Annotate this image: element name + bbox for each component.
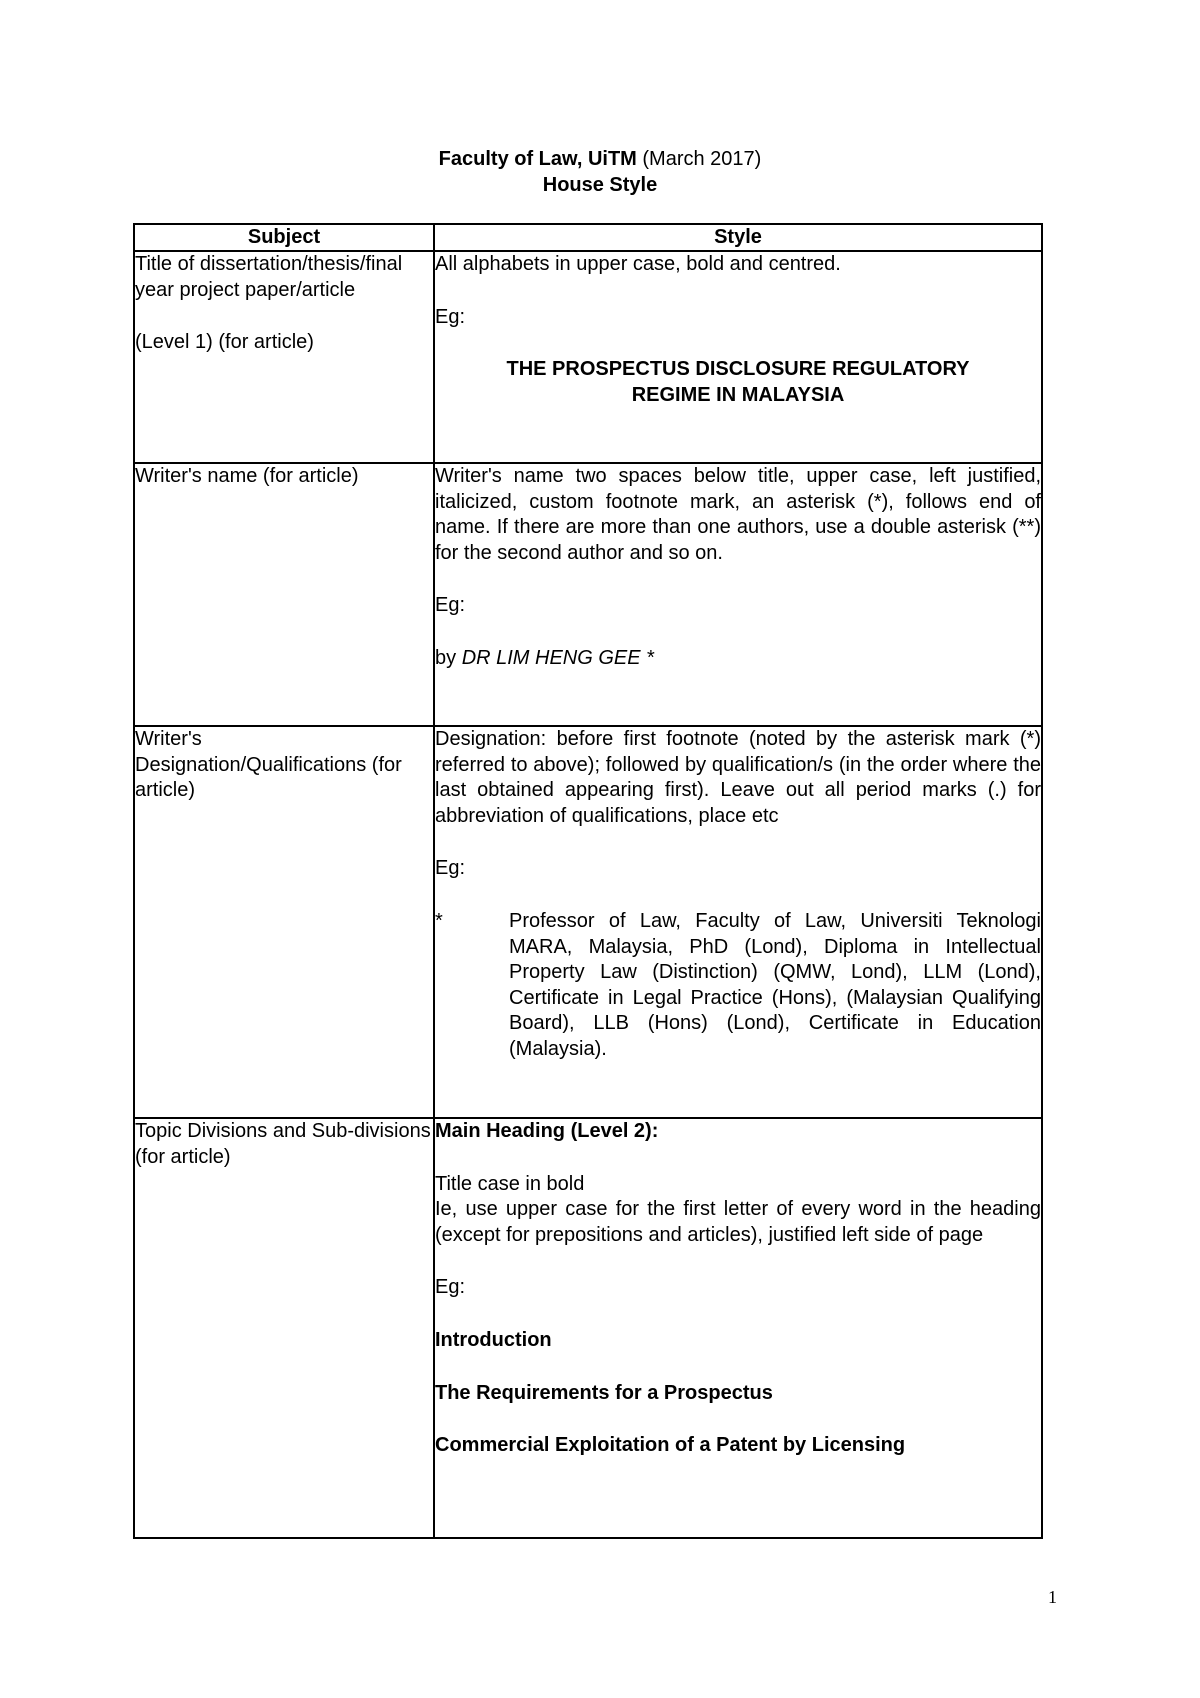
subject-text: Topic Divisions and Sub-divisions (for article) [135,1120,431,1168]
example-title-line: REGIME IN MALAYSIA [631,383,845,406]
footnote-mark: * [435,909,443,932]
style-column-header: Style [434,224,1042,251]
style-cell [434,1118,1042,1538]
example-heading: The Requirements for a Prospectus [435,1381,773,1404]
subject-cell [134,726,434,1118]
eg-label: Eg: [435,594,466,617]
style-cell [434,463,1042,726]
style-cell [434,726,1042,1118]
faculty-title: Faculty of Law, UiTM [438,148,637,170]
table-row [134,463,1042,726]
footnote-text: Professor of Law, Faculty of Law, Universiti Teknologi MARA, Malaysia, PhD (Lond), Diploma in Intellectual Property Law (Distinction) (QMW, Lond), LLM (Lond), Certificate in Legal Practice (Hons), (Malaysian Qualifying Board), LLB (Hons) (Lond), Certificate in Education (Malaysia). [509,909,1041,1060]
table-row [134,251,1042,463]
house-style-table [133,223,1043,1539]
example-byline [435,646,1041,672]
style-line: Title case in bold [435,1172,585,1195]
eg-label: Eg: [435,857,466,880]
example-footnote [435,909,1041,1063]
subject-note: (Level 1) (for article) [135,331,314,354]
example-prefix: by [435,646,462,669]
example-heading: Commercial Exploitation of a Patent by Licensing [435,1434,906,1457]
subject-cell [134,251,434,463]
table-header-row [134,224,1042,251]
style-cell [434,251,1042,463]
subject-cell [134,463,434,726]
style-text: Designation: before first footnote (noted by the asterisk mark (*) referred to above); followed by qualification/s (in the order where the last obtained appearing first). Leave out all period marks (.) for abbreviation of qualifications, place etc [435,728,1041,827]
eg-label: Eg: [435,305,466,328]
style-text: Ie, use upper case for the first letter of every word in the heading (except for prepositions and articles), justified left side of page [435,1198,1041,1246]
style-text: All alphabets in upper case, bold and centred. [435,253,841,275]
example-author-name: DR LIM HENG GEE * [461,646,654,669]
page-number: 1 [1048,1587,1057,1607]
subject-text: Writer's Designation/Qualifications (for article) [135,728,402,802]
example-heading: Introduction [435,1328,552,1351]
eg-label: Eg: [435,1276,466,1299]
subject-column-header: Subject [134,224,434,251]
document-date: (March 2017) [642,148,762,170]
heading-label: Main Heading (Level 2): [435,1120,659,1142]
table-row [134,726,1042,1118]
document-header [0,146,1200,198]
subject-text: Writer's name (for article) [135,465,359,487]
document-subtitle: House Style [542,174,658,196]
subject-cell [134,1118,434,1538]
subject-text: Title of dissertation/thesis/final year project paper/article [135,253,403,301]
style-text: Writer's name two spaces below title, upper case, left justified, italicized, custom footnote mark, an asterisk (*), follows end of name. If there are more than one authors, use a double asterisk (**) for the second author and so on. [435,465,1041,564]
table-row [134,1118,1042,1538]
example-title-line: THE PROSPECTUS DISCLOSURE REGULATORY [506,358,970,381]
